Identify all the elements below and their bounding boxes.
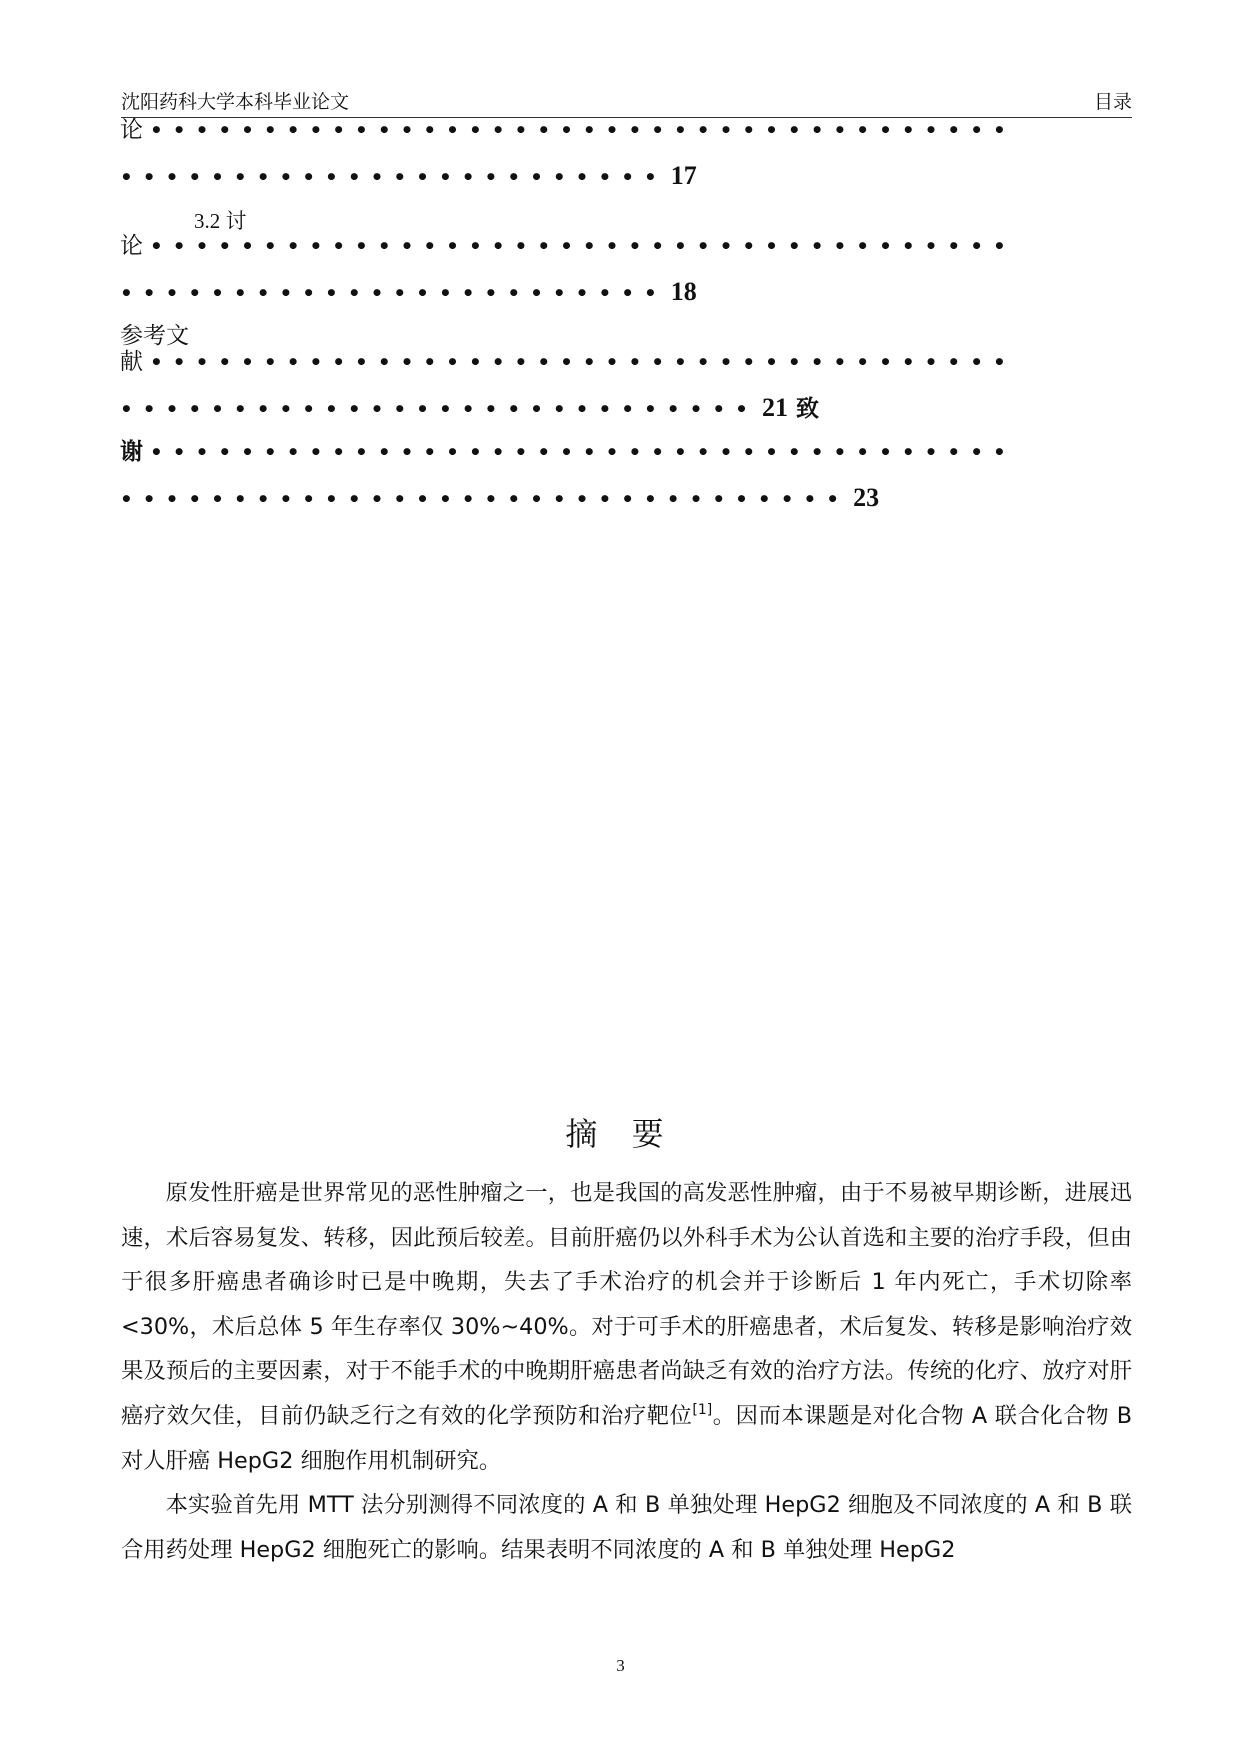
toc-entry-2-line-1[interactable] bbox=[120, 230, 1016, 263]
toc-leader-dots: •••••••••••••••••••••••••••••••••••••• bbox=[150, 440, 1016, 464]
citation-superscript[interactable]: [1] bbox=[692, 1401, 713, 1418]
toc-entry-1-page: 17 bbox=[670, 161, 697, 190]
toc-entry-4-page: 23 bbox=[853, 483, 880, 512]
toc-entry-1-line-1[interactable] bbox=[120, 114, 1016, 147]
toc-entry-3-line-2[interactable] bbox=[120, 392, 819, 426]
abstract-heading: 摘 要 bbox=[565, 1115, 676, 1153]
header-section-name: 目录 bbox=[1093, 91, 1132, 113]
toc-entry-4-line-2[interactable] bbox=[120, 482, 879, 516]
toc-entry-4-title-start: 致 bbox=[795, 396, 819, 422]
toc-leader-dots: •••••••••••••••••••••••••••••••• bbox=[120, 487, 850, 511]
toc-entry-4-line-1[interactable] bbox=[120, 436, 1016, 469]
toc-leader-dots: •••••••••••••••••••••••••••••••••••••• bbox=[150, 234, 1016, 258]
toc-leader-dots: •••••••••••••••••••••••••••• bbox=[120, 397, 758, 421]
toc-entry-2-number-label: 3.2 讨 bbox=[194, 209, 247, 233]
toc-entry-1-line-2[interactable] bbox=[120, 160, 697, 194]
toc-leader-dots: •••••••••••••••••••••••• bbox=[120, 165, 667, 189]
toc-leader-dots: •••••••••••••••••••••••••••••••••••••• bbox=[150, 350, 1016, 374]
abstract-paragraph-1: 原发性肝癌是世界常见的恶性肿瘤之一，也是我国的高发恶性肿瘤，由于不易被早期诊断，进展迅速，术后容易复发、转移，因此预后较差。目前肝癌仍以外科手术为公认首选和主要的治疗手段，但由于很多肝癌患者确诊时已是中晚期，失去了手术治疗的机会并于诊断后 1 年内死亡，手术切除率<30%，术后总体 5 年生存率仅 30%~40%。对于可手术的肝癌患者，术后复发、转移是影响治疗效果及预后的主要因素，对于不能手术的中晚期肝癌患者尚缺乏有效的治疗方法。传统的化疗、放疗对肝癌疗效欠佳，目前仍缺乏行之有效的化学预防和治疗靶位[1]。因而本课题是对化合物 A 联合化合物 B 对人肝癌 HepG2 细胞作用机制研究。 bbox=[121, 1180, 1132, 1474]
toc-entry-2-title-tail: 论 bbox=[120, 233, 143, 259]
toc-leader-dots: •••••••••••••••••••••••••••••••••••••• bbox=[150, 118, 1016, 142]
header-university-title: 沈阳药科大学本科毕业论文 bbox=[121, 91, 350, 113]
toc-entry-3-line-1[interactable] bbox=[120, 346, 1016, 379]
toc-entry-4-title-tail: 谢 bbox=[120, 439, 143, 465]
abstract-body bbox=[121, 1171, 1132, 1572]
toc-entry-3-title-tail: 献 bbox=[120, 349, 143, 375]
toc-entry-3-title-start: 参考文 bbox=[120, 323, 189, 349]
toc-entry-3-page: 21 bbox=[761, 393, 788, 422]
toc-entry-1-title-tail: 论 bbox=[120, 117, 143, 143]
toc-entry-2-page: 18 bbox=[670, 277, 697, 306]
toc-entry-2-line-2[interactable] bbox=[120, 276, 697, 310]
abstract-paragraph-2: 本实验首先用 MTT 法分别测得不同浓度的 A 和 B 单独处理 HepG2 细胞及不同浓度的 A 和 B 联合用药处理 HepG2 细胞死亡的影响。结果表明不同浓度的 A 和 B 单独处理 HepG2 bbox=[121, 1492, 1132, 1563]
toc-leader-dots: •••••••••••••••••••••••• bbox=[120, 281, 667, 305]
page-number: 3 bbox=[616, 1656, 625, 1675]
